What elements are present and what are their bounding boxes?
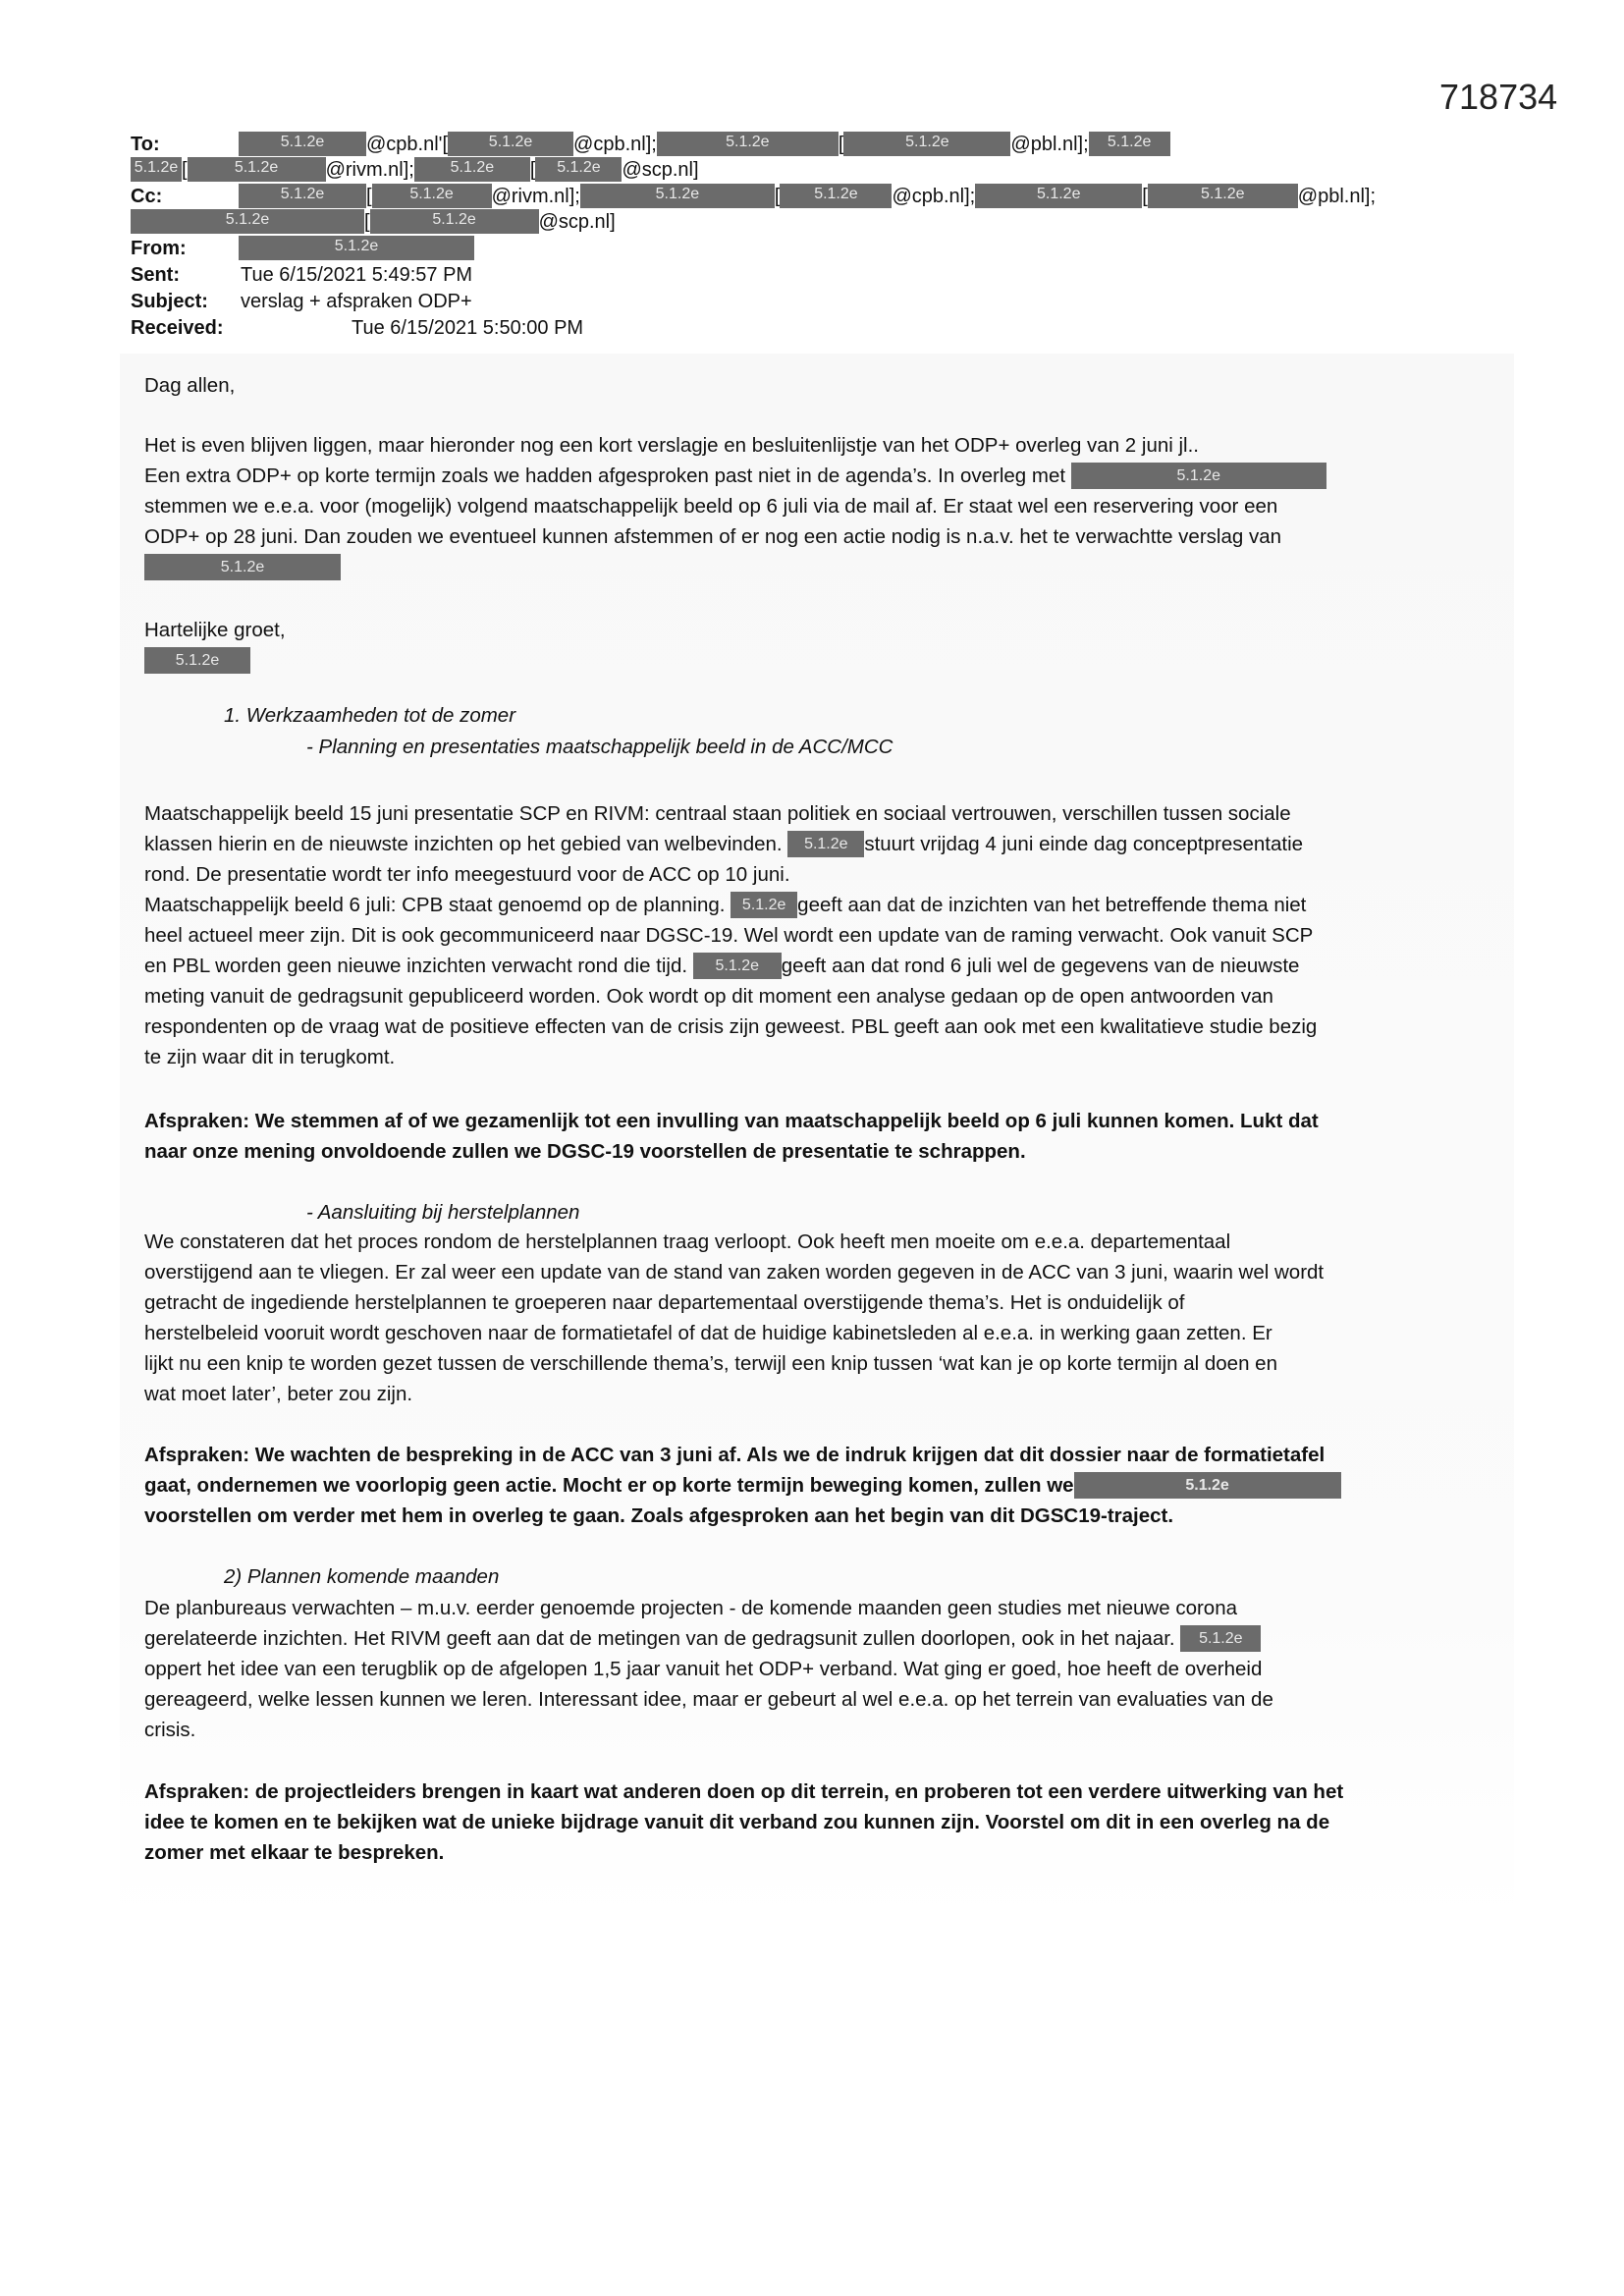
redaction-box: 5.1.2e	[1180, 1625, 1261, 1652]
redaction-box: 5.1.2e	[843, 132, 1010, 156]
text-segment: gaat, ondernemen we voorlopig geen actie. Mocht er op korte termijn beweging komen, zullen we	[144, 1474, 1074, 1497]
text-segment: [	[182, 159, 188, 181]
redaction-box: 5.1.2e	[975, 184, 1142, 208]
text-segment: voorstellen om verder met hem in overleg te gaan. Zoals afgesproken aan het begin van dit DGSC19-traject.	[144, 1504, 1174, 1527]
section-heading	[306, 1197, 579, 1228]
cc-line-2	[131, 209, 616, 235]
text-segment: rond. De presentatie wordt ter info meegestuurd voor de ACC op 10 juni.	[144, 863, 790, 886]
text-segment: geeft aan dat de inzichten van het betreffende thema niet	[797, 894, 1307, 916]
text-segment: @scp.nl]	[622, 159, 699, 181]
text-line	[144, 461, 1326, 491]
redaction-box: 5.1.2e	[144, 554, 341, 580]
text-segment: Maatschappelijk beeld 15 juni presentatie SCP en RIVM: centraal staan politiek en sociaal vertrouwen, verschillen tussen sociale	[144, 802, 1291, 825]
text-line	[144, 615, 286, 645]
cc-label: Cc:	[131, 186, 163, 207]
text-line	[144, 521, 1326, 552]
text-line	[144, 981, 1317, 1011]
text-segment: @cpb.nl'[	[366, 134, 449, 155]
text-line	[144, 1136, 1319, 1167]
text-line	[144, 829, 1317, 859]
text-segment: 1. Werkzaamheden tot de zomer	[224, 704, 516, 727]
text-segment: [	[774, 186, 781, 207]
text-line	[224, 700, 515, 731]
received-value: Tue 6/15/2021 5:50:00 PM	[352, 317, 584, 339]
text-line	[144, 645, 286, 676]
redaction-box: 5.1.2e	[1089, 132, 1170, 156]
redaction-box: 5.1.2e	[131, 209, 364, 234]
redaction-box: 5.1.2e	[239, 184, 366, 208]
text-line	[144, 1227, 1324, 1257]
text-segment: [	[838, 134, 844, 155]
text-segment: meting vanuit de gedragsunit gepubliceerd worden. Ook wordt op dit moment een analyse gedaan op de open antwoorden van	[144, 985, 1273, 1008]
text-line	[144, 1440, 1341, 1470]
text-segment: [	[366, 186, 372, 207]
text-line	[144, 370, 235, 401]
document-number: 718734	[1439, 77, 1558, 117]
redaction-box: 5.1.2e	[370, 209, 539, 234]
section-heading	[224, 700, 515, 731]
text-segment: zomer met elkaar te bespreken.	[144, 1841, 445, 1864]
text-line	[144, 951, 1317, 981]
redaction-box: 5.1.2e	[239, 236, 474, 260]
paragraph	[144, 798, 1317, 1072]
text-segment: [	[529, 159, 536, 181]
text-segment: gereageerd, welke lessen kunnen we leren. Interessant idee, maar er gebeurt al wel e.e.a. op het terrein van evaluaties van de	[144, 1688, 1273, 1711]
text-segment: [	[1142, 186, 1148, 207]
text-segment: @cpb.nl];	[573, 134, 657, 155]
text-segment: idee te komen en te bekijken wat de unieke bijdrage vanuit dit verband zou kunnen zijn. Voorstel om dit in een overleg na de	[144, 1811, 1330, 1833]
paragraph	[144, 1227, 1324, 1409]
text-line	[144, 1837, 1343, 1868]
text-segment: Maatschappelijk beeld 6 juli: CPB staat genoemd op de planning.	[144, 894, 731, 916]
redaction-box: 5.1.2e	[188, 157, 326, 182]
text-segment: - Planning en presentaties maatschappelijk beeld in de ACC/MCC	[306, 736, 893, 758]
cc-line-1	[131, 184, 1376, 209]
text-segment: @cpb.nl];	[892, 186, 976, 207]
text-line	[144, 1011, 1317, 1042]
text-segment: De planbureaus verwachten – m.u.v. eerder genoemde projecten - de komende maanden geen studies met nieuwe corona	[144, 1597, 1237, 1619]
to-line-2	[131, 157, 699, 183]
text-segment: @rivm.nl];	[325, 159, 414, 181]
text-segment: - Aansluiting bij herstelplannen	[306, 1201, 580, 1224]
text-segment: Afspraken: We wachten de bespreking in de ACC van 3 juni af. Als we de indruk krijgen dat dit dossier naar de formatietafel	[144, 1444, 1326, 1466]
text-segment: Het is even blijven liggen, maar hieronder nog een kort verslagje en besluitenlijstje van het ODP+ overleg van 2 juni jl..	[144, 434, 1200, 457]
redaction-box: 5.1.2e	[657, 132, 839, 156]
redaction-box: 5.1.2e	[580, 184, 775, 208]
text-segment: te zijn waar dit in terugkomt.	[144, 1046, 396, 1068]
redaction-box: 5.1.2e	[144, 647, 250, 674]
section-heading	[224, 1561, 499, 1592]
text-segment: stuurt vrijdag 4 juni einde dag conceptpresentatie	[864, 833, 1304, 855]
text-line	[224, 1561, 499, 1592]
text-segment: Dag allen,	[144, 374, 236, 397]
text-segment: klassen hierin en de nieuwste inzichten op het gebied van welbevinden.	[144, 833, 788, 855]
text-segment: heel actueel meer zijn. Dit is ook gecommuniceerd naar DGSC-19. Wel wordt een update van de raming verwacht. Ook vanuit SCP	[144, 924, 1314, 947]
text-line	[144, 1287, 1324, 1318]
text-segment: geeft aan dat rond 6 juli wel de gegevens van de nieuwste	[781, 955, 1300, 977]
text-line	[144, 798, 1317, 829]
redaction-box: 5.1.2e	[731, 892, 797, 918]
sent-line	[131, 262, 472, 288]
paragraph	[144, 1593, 1273, 1745]
text-segment: [	[364, 211, 370, 233]
redaction-box: 5.1.2e	[131, 157, 182, 182]
paragraph	[144, 615, 286, 676]
text-line	[144, 1593, 1273, 1623]
text-line	[144, 1106, 1319, 1136]
text-segment: wat moet later’, beter zou zijn.	[144, 1383, 413, 1405]
text-segment: Een extra ODP+ op korte termijn zoals we hadden afgesproken past niet in de agenda’s. In overleg met	[144, 465, 1071, 487]
text-line	[144, 890, 1317, 920]
subject-label: Subject:	[131, 291, 208, 312]
text-line	[144, 1501, 1341, 1531]
text-line	[144, 552, 1326, 582]
section-heading	[306, 732, 893, 762]
text-segment: Afspraken: We stemmen af of we gezamenlijk tot een invulling van maatschappelijk beeld op 6 juli kunnen komen. Lukt dat	[144, 1110, 1319, 1132]
text-line	[144, 1470, 1341, 1501]
text-segment: crisis.	[144, 1719, 196, 1741]
redaction-box: 5.1.2e	[1071, 463, 1326, 489]
agreement-paragraph	[144, 1440, 1341, 1531]
text-segment: @pbl.nl];	[1297, 186, 1377, 207]
text-segment: oppert het idee van een terugblik op de afgelopen 1,5 jaar vanuit het ODP+ verband. Wat ging er goed, hoe heeft de overheid	[144, 1658, 1263, 1680]
subject-line	[131, 289, 472, 314]
text-line	[306, 732, 893, 762]
text-segment: ODP+ op 28 juni. Dan zouden we eventueel kunnen afstemmen of er nog een actie nodig is n.a.v. het te verwachtte verslag van	[144, 525, 1282, 548]
text-line	[144, 859, 1317, 890]
text-segment: @rivm.nl];	[491, 186, 580, 207]
text-line	[144, 1257, 1324, 1287]
text-line	[144, 1715, 1273, 1745]
redaction-box: 5.1.2e	[372, 184, 492, 208]
redaction-box: 5.1.2e	[780, 184, 892, 208]
text-segment: herstelbeleid vooruit wordt geschoven naar de formatietafel of dat de huidige kabinetsleden al e.e.a. in werking gaan zetten. Er	[144, 1322, 1272, 1344]
paragraph	[144, 430, 1326, 582]
paragraph	[144, 370, 235, 401]
text-line	[144, 1348, 1324, 1379]
from-line	[131, 236, 474, 261]
sent-label: Sent:	[131, 264, 180, 286]
text-line	[144, 491, 1326, 521]
agreement-paragraph	[144, 1106, 1319, 1167]
text-line	[144, 1379, 1324, 1409]
agreement-paragraph	[144, 1777, 1343, 1868]
text-line	[306, 1197, 579, 1228]
subject-value: verslag + afspraken ODP+	[241, 291, 472, 312]
from-label: From:	[131, 238, 187, 259]
text-line	[144, 1807, 1343, 1837]
text-segment: respondenten op de vraag wat de positieve effecten van de crisis zijn geweest. PBL geeft aan ook met een kwalitatieve studie bezig	[144, 1015, 1318, 1038]
text-segment: @scp.nl]	[538, 211, 616, 233]
text-line	[144, 1623, 1273, 1654]
text-segment: overstijgend aan te vliegen. Er zal weer een update van de stand van zaken worden gegeven in de ACC van 3 juni, waarin wel wordt	[144, 1261, 1325, 1284]
redaction-box: 5.1.2e	[1148, 184, 1298, 208]
text-segment: naar onze mening onvoldoende zullen we DGSC-19 voorstellen de presentatie te schrappen.	[144, 1140, 1026, 1163]
text-line	[144, 1654, 1273, 1684]
to-label: To:	[131, 134, 160, 155]
redaction-box: 5.1.2e	[1074, 1472, 1341, 1499]
text-line	[144, 1318, 1324, 1348]
redaction-box: 5.1.2e	[448, 132, 573, 156]
text-segment: Hartelijke groet,	[144, 619, 286, 641]
received-line	[131, 315, 583, 341]
received-label: Received:	[131, 317, 224, 339]
redaction-box: 5.1.2e	[787, 831, 864, 857]
text-segment: lijkt nu een knip te worden gezet tussen de verschillende thema’s, terwijl een knip tussen ‘wat kan je op korte termijn al doen en	[144, 1352, 1277, 1375]
text-segment: stemmen we e.e.a. voor (mogelijk) volgend maatschappelijk beeld op 6 juli via de mail af. Er staat wel een reservering voor een	[144, 495, 1278, 518]
text-line	[144, 1042, 1317, 1072]
text-segment: getracht de ingediende herstelplannen te groeperen naar departementaal overstijgende thema’s. Het is onduidelijk of	[144, 1291, 1185, 1314]
text-segment: We constateren dat het proces rondom de herstelplannen traag verloopt. Ook heeft men moeite om e.e.a. departementaal	[144, 1230, 1231, 1253]
sent-value: Tue 6/15/2021 5:49:57 PM	[241, 264, 473, 286]
text-segment: Afspraken: de projectleiders brengen in kaart wat anderen doen op dit terrein, en proberen tot een verdere uitwerking van het	[144, 1780, 1344, 1803]
text-segment: @pbl.nl];	[1010, 134, 1089, 155]
redaction-box: 5.1.2e	[414, 157, 530, 182]
redaction-box: 5.1.2e	[239, 132, 366, 156]
text-line	[144, 920, 1317, 951]
text-segment: 2) Plannen komende maanden	[224, 1565, 500, 1588]
text-segment: gerelateerde inzichten. Het RIVM geeft aan dat de metingen van de gedragsunit zullen doorlopen, ook in het najaar.	[144, 1627, 1181, 1650]
text-line	[144, 430, 1326, 461]
redaction-box: 5.1.2e	[693, 953, 782, 979]
redaction-box: 5.1.2e	[535, 157, 622, 182]
text-line	[144, 1684, 1273, 1715]
text-line	[144, 1777, 1343, 1807]
to-line-1	[131, 132, 1170, 157]
text-segment: en PBL worden geen nieuwe inzichten verwacht rond die tijd.	[144, 955, 693, 977]
